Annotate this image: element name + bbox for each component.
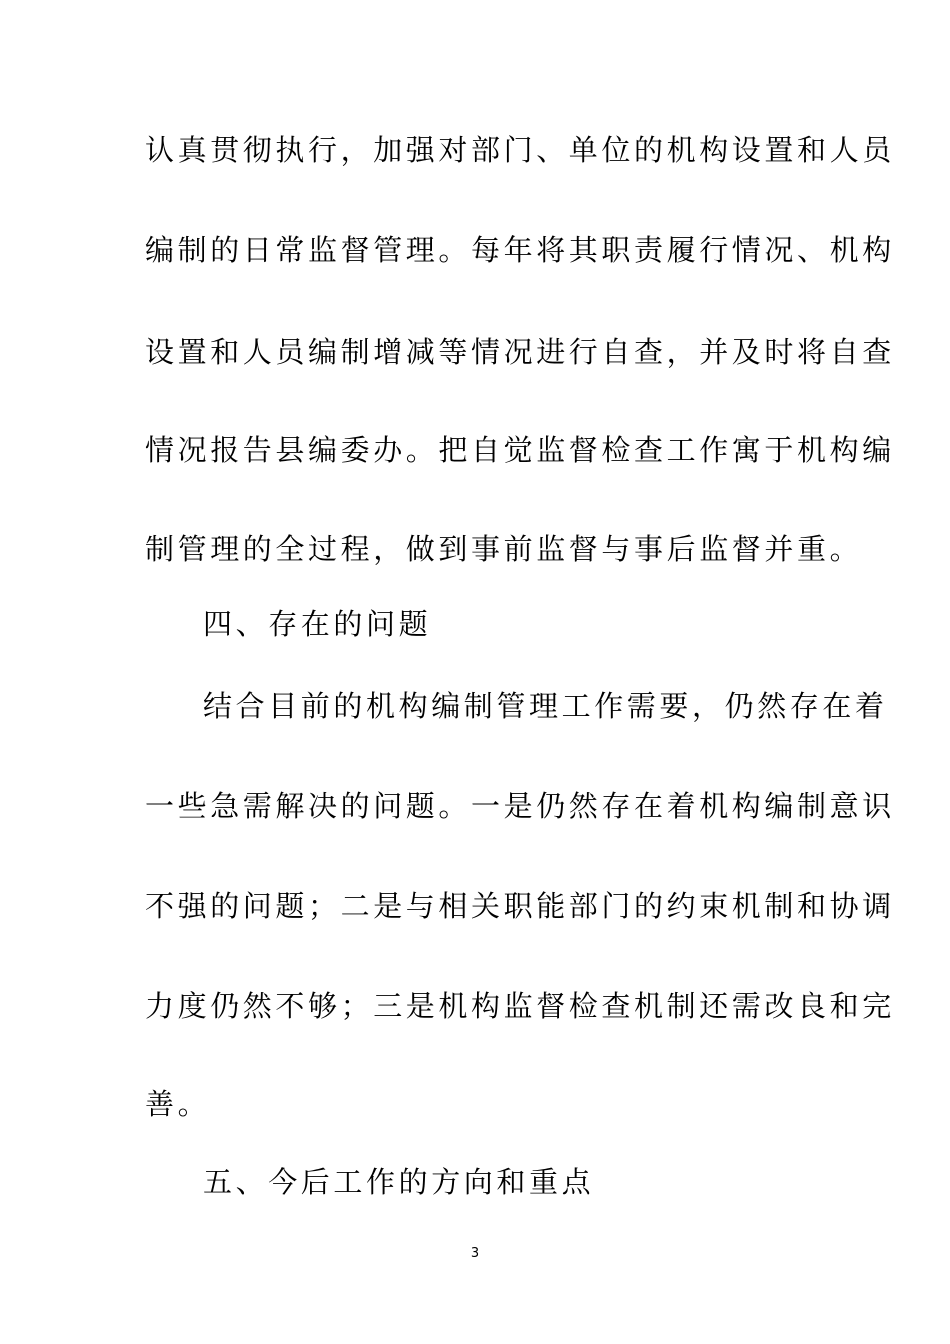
body-line: 制管理的全过程，做到事前监督与事后监督并重。 bbox=[145, 532, 863, 566]
body-line: 结合目前的机构编制管理工作需要，仍然存在着 bbox=[203, 689, 888, 723]
body-line: 一些急需解决的问题。一是仍然存在着机构编制意识 bbox=[145, 789, 895, 823]
body-line: 认真贯彻执行，加强对部门、单位的机构设置和人员 bbox=[145, 133, 895, 167]
body-line: 不强的问题；二是与相关职能部门的约束机制和协调 bbox=[145, 889, 895, 923]
body-line: 编制的日常监督管理。每年将其职责履行情况、机构 bbox=[145, 233, 895, 267]
body-line: 情况报告县编委办。把自觉监督检查工作寓于机构编 bbox=[145, 433, 895, 467]
page-number: 3 bbox=[470, 1246, 480, 1261]
section-heading: 五、今后工作的方向和重点 bbox=[203, 1165, 595, 1199]
body-line: 设置和人员编制增减等情况进行自查，并及时将自查 bbox=[145, 335, 895, 369]
section-heading: 四、存在的问题 bbox=[203, 607, 432, 641]
body-line: 力度仍然不够；三是机构监督检查机制还需改良和完 bbox=[145, 989, 895, 1023]
body-line: 善。 bbox=[145, 1087, 211, 1121]
